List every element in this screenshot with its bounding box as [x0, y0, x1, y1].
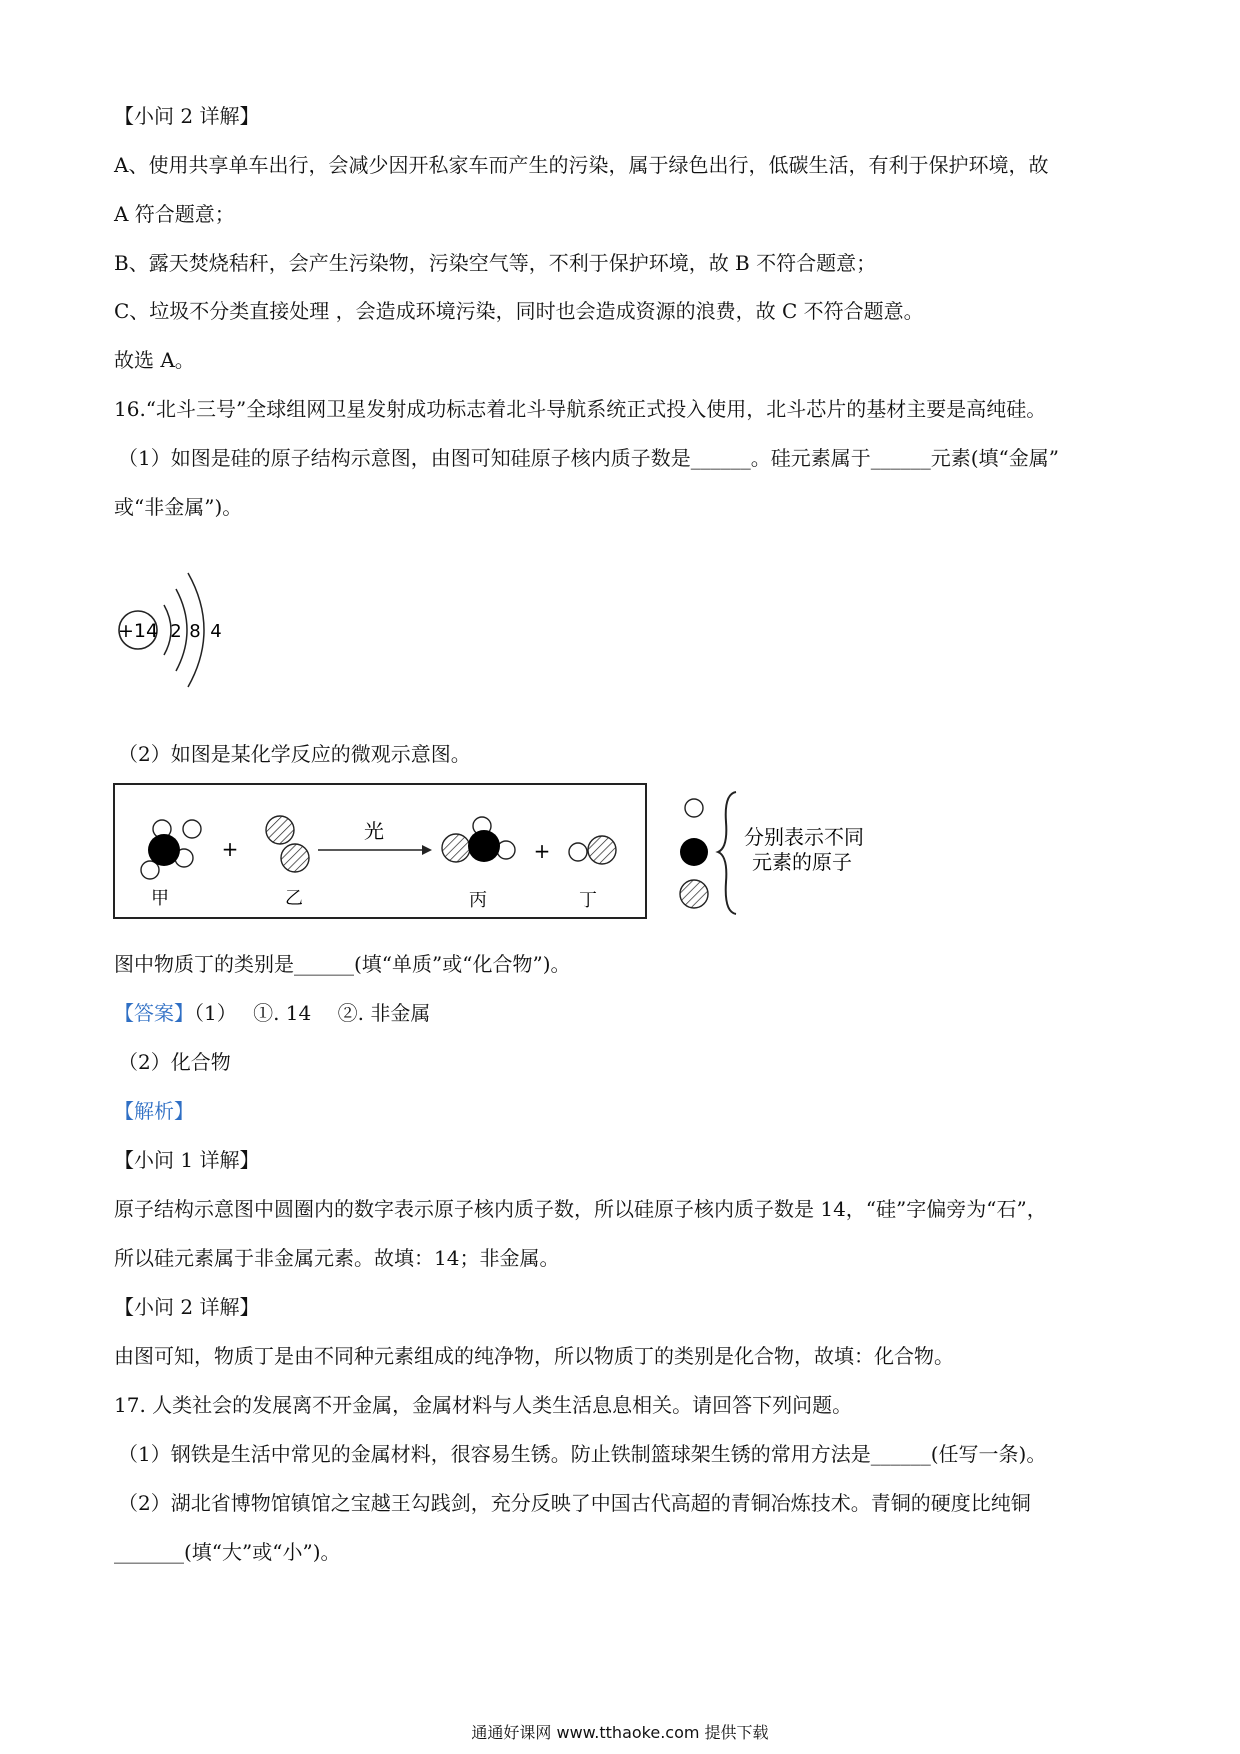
legend-text-line-2: 元素的原子	[752, 850, 852, 874]
analysis-2-line-1: 由图可知，物质丁是由不同种元素组成的纯净物，所以物质丁的类别是化合物，故填：化合物。	[114, 1344, 954, 1368]
label-jia: 甲	[151, 888, 169, 909]
answer-line-1	[114, 999, 430, 1027]
plus-sign-1: +	[221, 837, 239, 861]
legend-white-atom	[685, 799, 703, 817]
answer-part-2: （2）化合物	[118, 1050, 231, 1074]
paragraph-option-c: C、垃圾不分类直接处理 ，会造成环境污染，同时也会造成资源的浪费，故 C 不符合题意。	[114, 299, 924, 323]
legend-hatched-atom	[680, 880, 708, 908]
question-17-part-1: （1）钢铁是生活中常见的金属材料，很容易生锈。防止铁制篮球架生锈的常用方法是______(任写一条)。	[118, 1442, 1047, 1466]
reaction-condition: 光	[364, 819, 384, 843]
subquestion-1-heading: 【小问 1 详解】	[114, 1148, 260, 1172]
question-17-part-2: （2）湖北省博物馆镇馆之宝越王勾践剑，充分反映了中国古代高超的青铜冶炼技术。青铜的硬度比纯铜	[118, 1491, 1031, 1515]
molecule-ding	[569, 836, 616, 864]
question-16-part-2-prompt: 图中物质丁的类别是______(填“单质”或“化合物”)。	[114, 952, 571, 976]
subquestion-2-heading: 【小问 2 详解】	[114, 104, 260, 128]
subquestion-2-heading-b: 【小问 2 详解】	[114, 1295, 260, 1319]
question-17: 17. 人类社会的发展离不开金属，金属材料与人类生活息息相关。请回答下列问题。	[114, 1393, 853, 1417]
legend	[680, 792, 864, 914]
molecule-yi	[266, 816, 309, 872]
paragraph-option-a: A、使用共享单车出行，会减少因开私家车而产生的污染，属于绿色出行，低碳生活，有利于保护环境，故	[114, 153, 1049, 177]
shell-1-electrons: 2	[170, 621, 182, 642]
molecule-bing	[442, 817, 515, 862]
analysis-1-line-1: 原子结构示意图中圆圈内的数字表示原子核内质子数，所以硅原子核内质子数是 14，“硅”字偏旁为“石”，	[114, 1197, 1047, 1221]
legend-black-atom	[680, 838, 708, 866]
nucleus-charge: +14	[117, 620, 159, 642]
answer-part-1: （1） ①. 14 ②. 非金属	[194, 1001, 431, 1025]
page-footer: 通通好课网 www.tthaoke.com 提供下载	[471, 1723, 769, 1742]
label-yi: 乙	[285, 888, 303, 909]
question-16-part-1: （1）如图是硅的原子结构示意图，由图可知硅原子核内质子数是______。硅元素属于______元素(填“金属”	[118, 446, 1059, 470]
shell-2-electrons: 8	[189, 621, 201, 642]
analysis-1-line-2: 所以硅元素属于非金属元素。故填：14；非金属。	[114, 1246, 560, 1270]
analysis-tag: 【解析】	[114, 1099, 194, 1123]
paragraph-option-b: B、露天焚烧秸秆，会产生污染物，污染空气等，不利于保护环境，故 B 不符合题意；	[114, 251, 877, 275]
label-ding: 丁	[579, 890, 597, 911]
shell-3-electrons: 4	[210, 621, 222, 642]
legend-brace	[718, 792, 736, 914]
answer-tag: 【答案】	[114, 1001, 194, 1025]
question-16-part-2: （2）如图是某化学反应的微观示意图。	[118, 742, 471, 766]
plus-sign-2: +	[533, 839, 551, 863]
reaction-micro-diagram	[112, 782, 932, 922]
legend-text-line-1: 分别表示不同	[744, 825, 864, 849]
question-16-part-1-cont: 或“非金属”)。	[114, 495, 243, 519]
question-17-part-2-cont: _______(填“大”或“小”)。	[114, 1540, 341, 1564]
paragraph-option-a-cont: A 符合题意；	[114, 202, 235, 226]
silicon-atom-structure-diagram	[112, 555, 232, 705]
answer-choice: 故选 A。	[114, 348, 195, 372]
arrowhead-icon	[422, 845, 432, 855]
molecule-jia	[141, 820, 201, 879]
question-16: 16.“北斗三号”全球组网卫星发射成功标志着北斗导航系统正式投入使用，北斗芯片的基材主要是高纯硅。	[114, 397, 1047, 421]
label-bing: 丙	[469, 890, 487, 911]
reaction-box	[114, 784, 646, 918]
